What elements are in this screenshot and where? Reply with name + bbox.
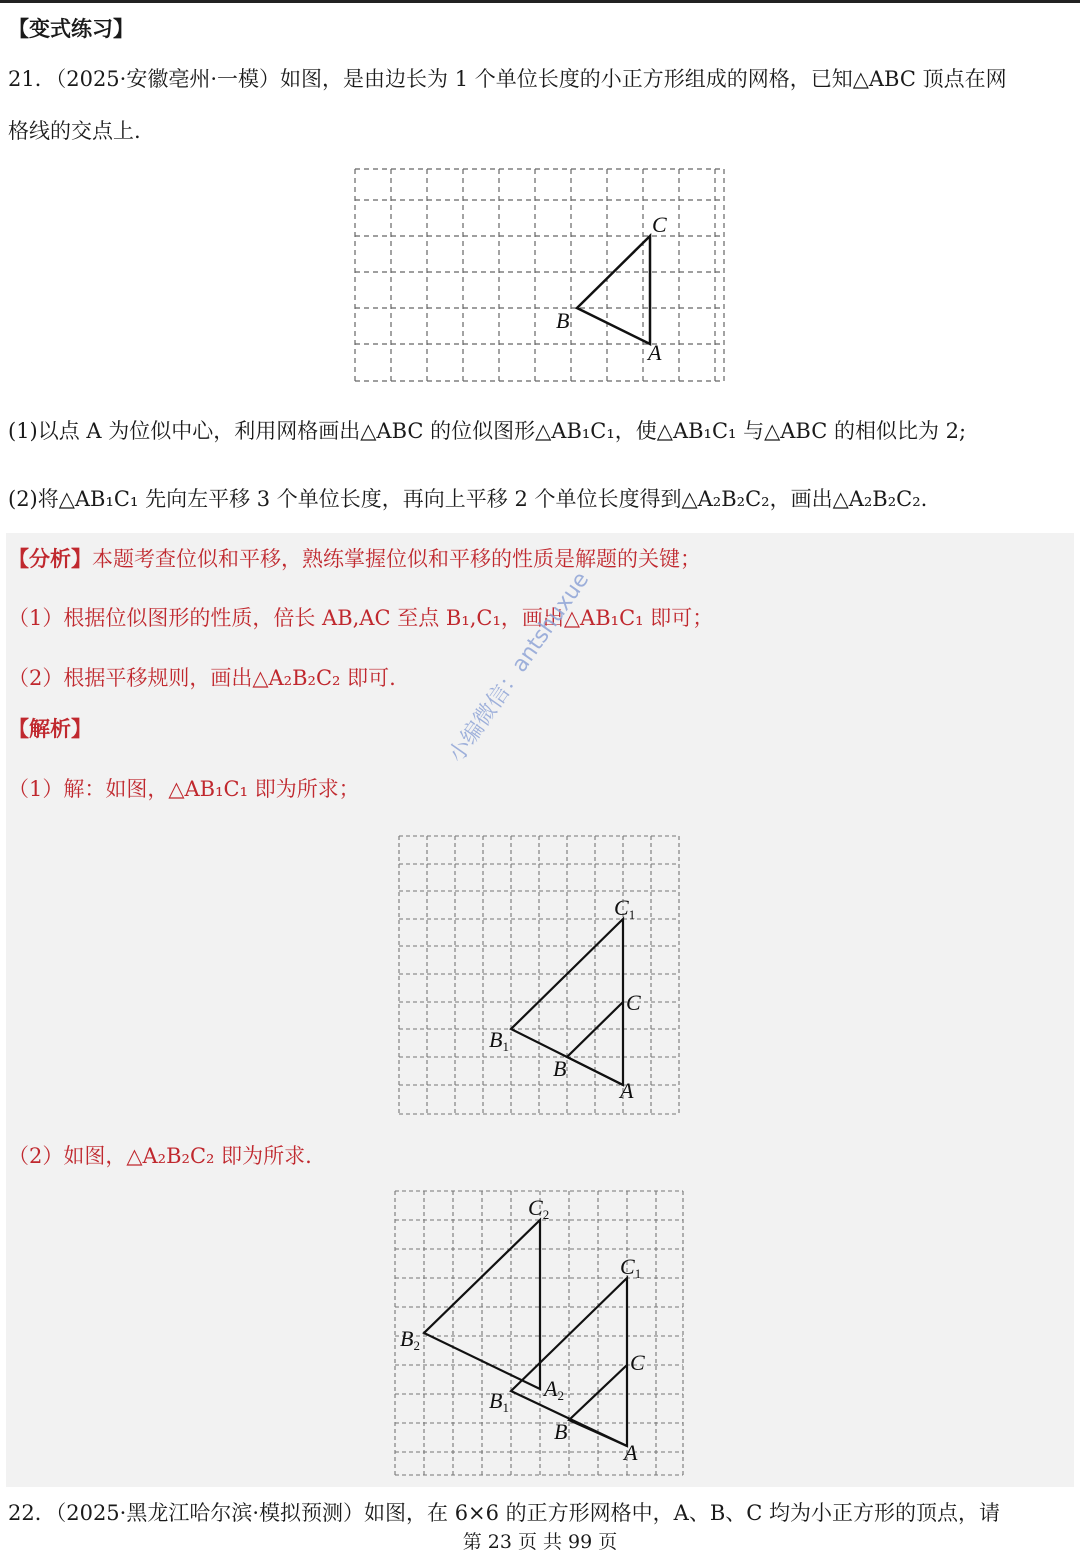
section-title: 【变式练习】: [8, 16, 134, 41]
top-rule: [0, 0, 1080, 3]
label-C: C: [626, 990, 641, 1015]
question-21-line1: 21．（2025·安徽亳州·一模）如图，是由边长为 1 个单位长度的小正方形组成的网格，已知△ABC 顶点在网: [8, 67, 1007, 91]
label-A: A: [620, 1078, 634, 1103]
label-B: B: [553, 1056, 567, 1081]
label-C1: C1: [620, 1254, 642, 1281]
figure-original-triangle: [354, 168, 728, 384]
analysis-heading: 【分析】: [8, 546, 92, 571]
page-footer: 第 23 页 共 99 页: [462, 1531, 618, 1553]
figure-homothety: [398, 835, 682, 1117]
figure-translation: [394, 1190, 686, 1478]
watermark: 小编微信：antshuxue: [444, 567, 595, 768]
solution-heading: 【解析】: [8, 716, 92, 741]
analysis-item2: （2）根据平移规则，画出△A₂B₂C₂ 即可.: [8, 666, 396, 690]
analysis-text: 本题考查位似和平移，熟练掌握位似和平移的性质是解题的关键；: [92, 547, 701, 571]
label-A: A: [624, 1440, 638, 1465]
question-21-part1: (1)以点 A 为位似中心，利用网格画出△ABC 的位似图形△AB₁C₁，使△AB₁C₁ 与△ABC 的相似比为 2;: [8, 419, 967, 443]
label-B: B: [554, 1419, 568, 1444]
solution-step2: （2）如图，△A₂B₂C₂ 即为所求.: [8, 1144, 312, 1168]
label-B1: B1: [489, 1027, 509, 1054]
solution-step1: （1）解：如图，△AB₁C₁ 即为所求；: [8, 777, 360, 801]
label-C2: C2: [528, 1195, 550, 1222]
analysis-item1: （1）根据位似图形的性质，倍长 AB,AC 至点 B₁,C₁，画出△AB₁C₁ 即可；: [8, 606, 714, 630]
question-21-part2: (2)将△AB₁C₁ 先向左平移 3 个单位长度，再向上平移 2 个单位长度得到△A₂B₂C₂，画出△A₂B₂C₂.: [8, 487, 928, 511]
label-C1: C1: [614, 895, 636, 922]
label-C: C: [630, 1350, 645, 1375]
question-21-line2: 格线的交点上.: [8, 119, 141, 143]
label-A: A: [648, 340, 662, 365]
label-B1: B1: [489, 1388, 509, 1415]
label-C: C: [652, 212, 667, 237]
analysis-paragraph: [8, 544, 701, 574]
label-B2: B2: [400, 1326, 420, 1353]
label-B: B: [556, 308, 570, 333]
question-22-line1: 22．（2025·黑龙江哈尔滨·模拟预测）如图，在 6×6 的正方形网格中，A、B、C 均为小正方形的顶点，请: [8, 1501, 1001, 1525]
label-A2: A2: [544, 1376, 564, 1403]
